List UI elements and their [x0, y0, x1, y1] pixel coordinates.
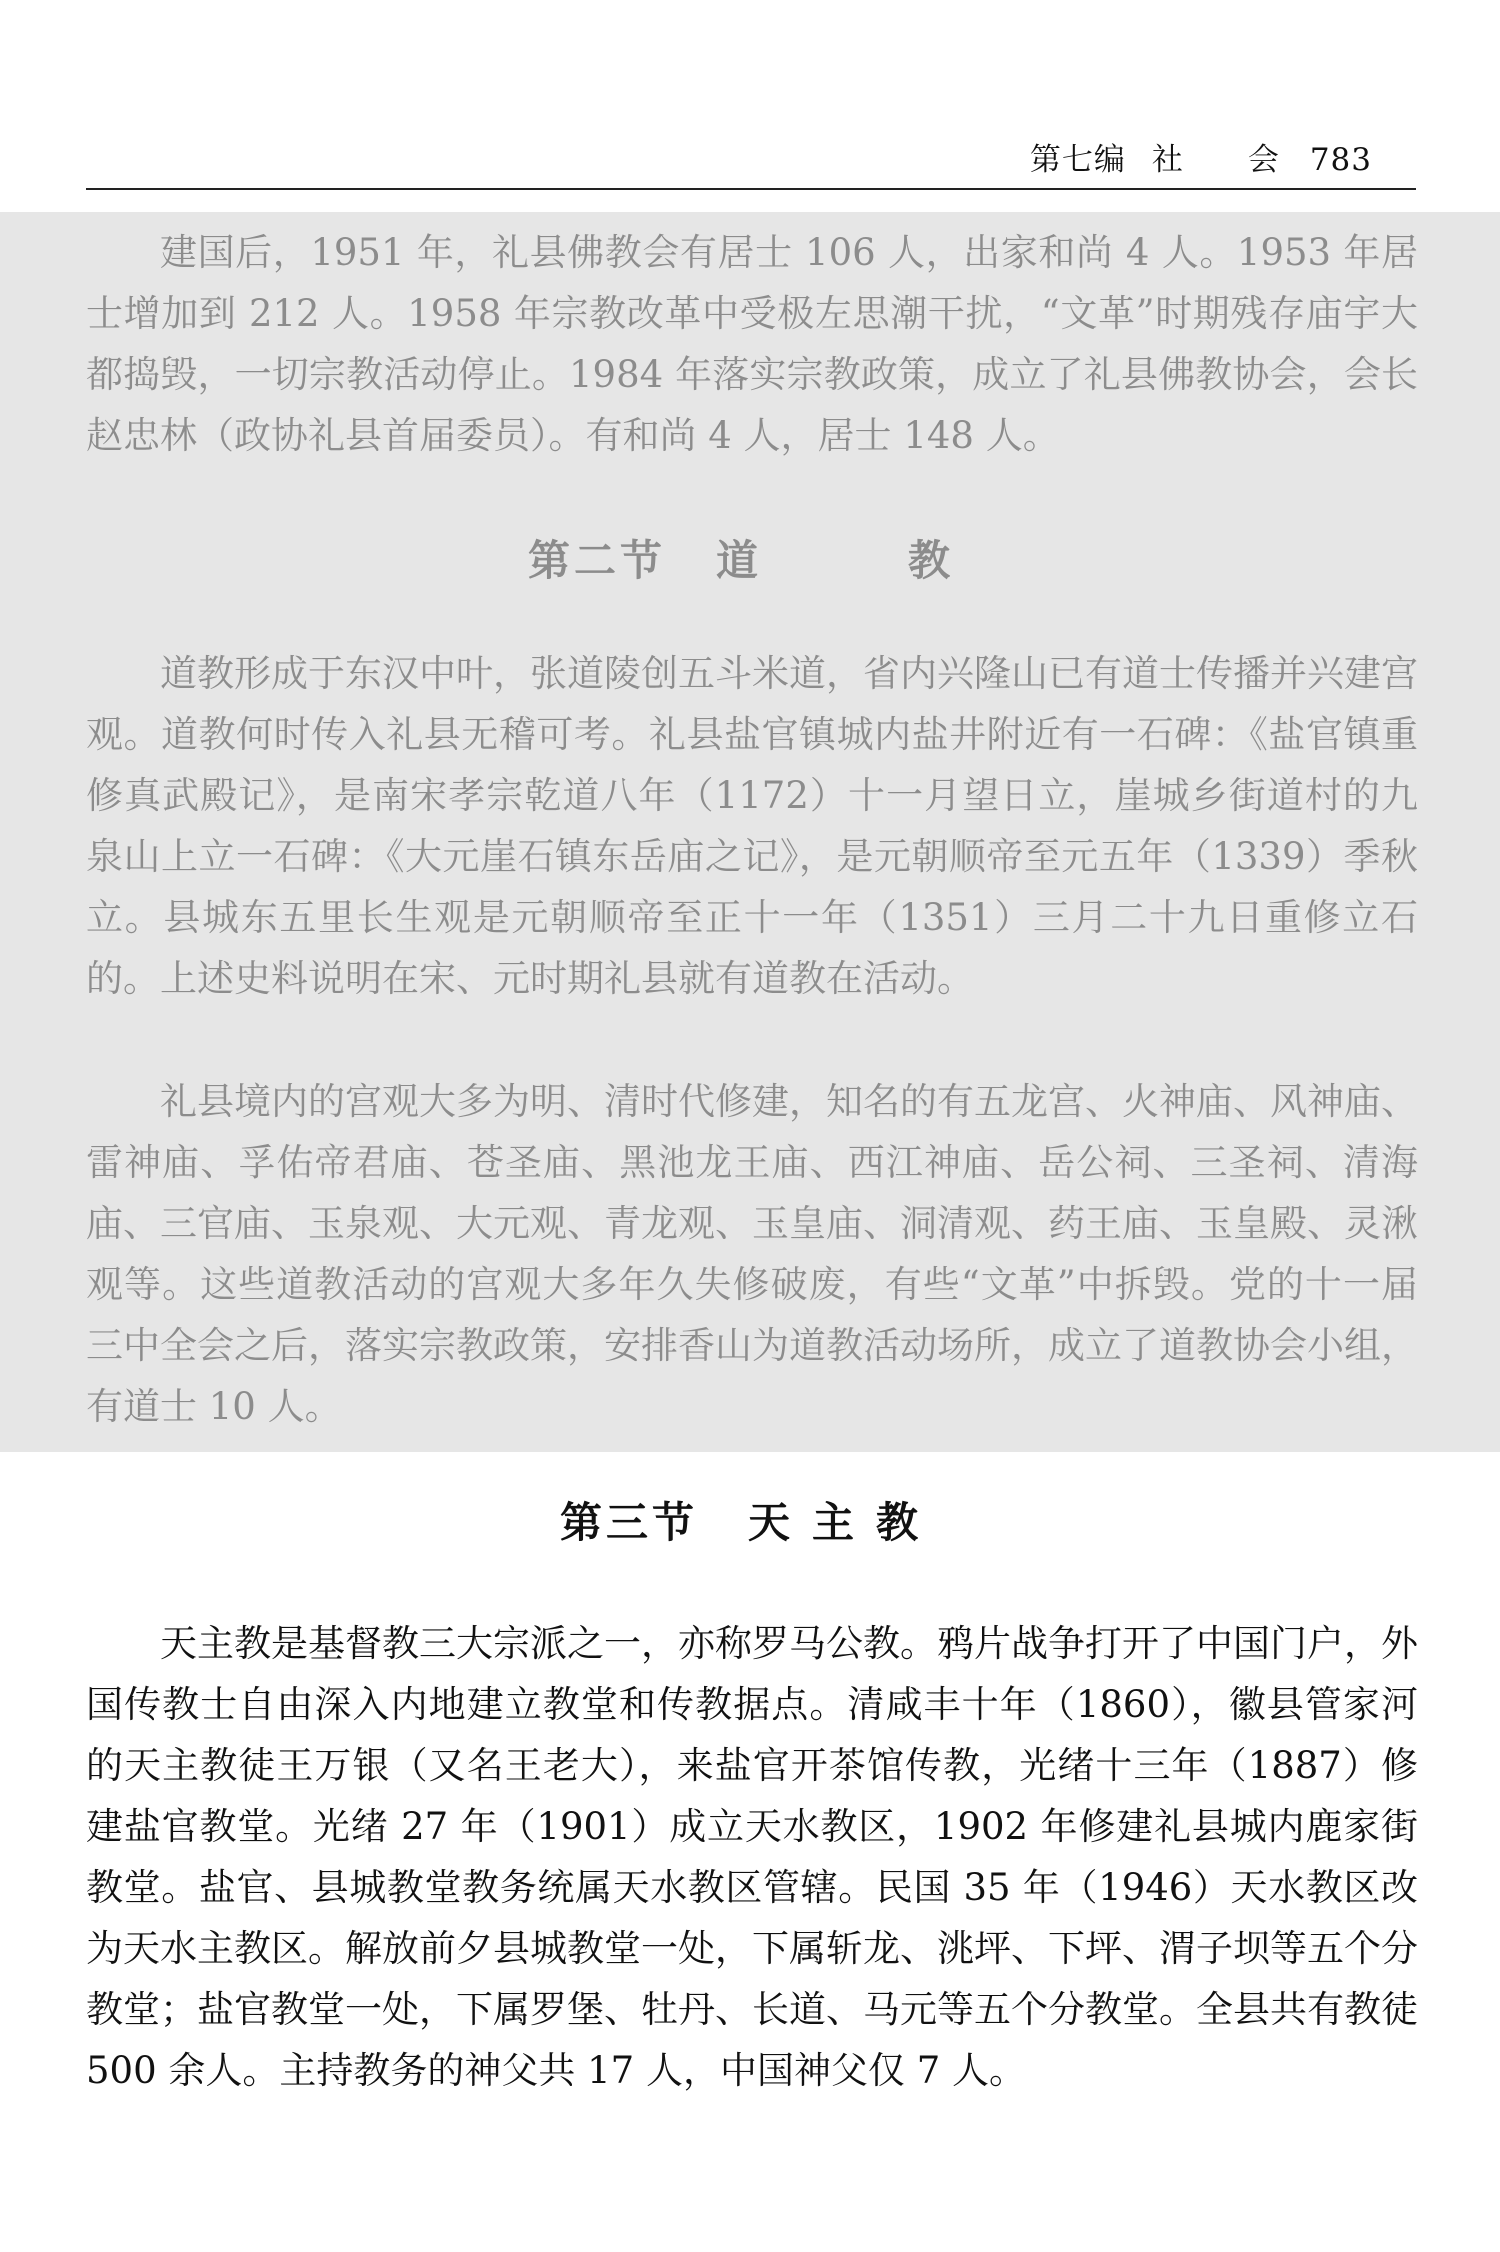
page-number: 783: [1309, 142, 1372, 178]
section-name: 天主教: [748, 1498, 941, 1547]
section-name: 道 教: [716, 536, 973, 585]
header-chapter-a: 社: [1151, 142, 1184, 178]
paragraph-taoism-history: 道教形成于东汉中叶，张道陵创五斗米道，省内兴隆山已有道士传播并兴建宫观。道教何时传入礼县无稽可考。礼县盐官镇城内盐井附近有一石碑：《盐官镇重修真武殿记》，是南宋孝宗乾道八年（1172）十一月望日立，崖城乡街道村的九泉山上立一石碑：《大元崖石镇东岳庙之记》，是元朝顺帝至元五年（1339）季秋立。县城东五里长生观是元朝顺帝至正十一年（1351）三月二十九日重修立石的。上述史料说明在宋、元时期礼县就有道教在活动。: [86, 652, 1418, 1000]
section-number: 第三节: [559, 1498, 698, 1547]
page-header: [86, 130, 1416, 190]
running-head: [1030, 134, 1372, 179]
section-number: 第二节: [527, 536, 666, 585]
section-title-catholicism: [0, 1490, 1500, 1550]
paragraph-catholicism: 天主教是基督教三大宗派之一，亦称罗马公教。鸦片战争打开了中国门户，外国传教士自由深入内地建立教堂和传教据点。清咸丰十年（1860），徽县管家河的天主教徒王万银（又名王老大），来盐官开茶馆传教，光绪十三年（1887）修建盐官教堂。光绪 27 年（1901）成立天水教区，1902 年修建礼县城内鹿家街教堂。盐官、县城教堂教务统属天水教区管辖。民国 35 年（1946）天水教区改为天水主教区。解放前夕县城教堂一处，下属斩龙、洮坪、下坪、渭子坝等五个分教堂；盐官教堂一处，下属罗堡、牡丹、长道、马元等五个分教堂。全县共有教徒 500 余人。主持教务的神父共 17 人，中国神父仅 7 人。: [86, 1622, 1418, 2092]
section-title-taoism: [0, 528, 1500, 588]
paragraph-taoism-temples: 礼县境内的宫观大多为明、清时代修建，知名的有五龙宫、火神庙、风神庙、雷神庙、孚佑帝君庙、苍圣庙、黑池龙王庙、西江神庙、岳公祠、三圣祠、清海庙、三官庙、玉泉观、大元观、青龙观、玉皇庙、洞清观、药王庙、玉皇殿、灵湫观等。这些道教活动的宫观大多年久失修破废，有些“文革”中拆毁。党的十一届三中全会之后，落实宗教政策，安排香山为道教活动场所，成立了道教协会小组，有道士 10 人。: [86, 1080, 1418, 1428]
header-part: 第七编: [1029, 142, 1126, 178]
header-chapter-b: 会: [1247, 142, 1280, 178]
paragraph-buddhism-postwar: 建国后，1951 年，礼县佛教会有居士 106 人，出家和尚 4 人。1953 年居士增加到 212 人。1958 年宗教改革中受极左思潮干扰，“文革”时期残存庙宇大都捣毁，一切宗教活动停止。1984 年落实宗教政策，成立了礼县佛教协会，会长赵忠林（政协礼县首届委员）。有和尚 4 人，居士 148 人。: [86, 231, 1418, 457]
